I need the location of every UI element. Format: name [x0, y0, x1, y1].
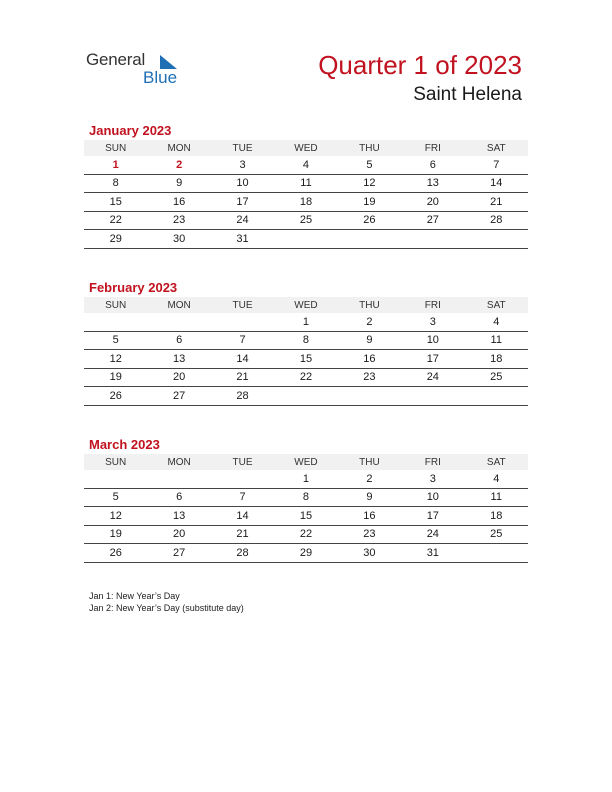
day-cell: 6 [147, 488, 210, 507]
day-cell: 8 [274, 488, 337, 507]
day-cell: 16 [147, 193, 210, 212]
day-cell: 22 [274, 525, 337, 544]
day-cell: 22 [274, 368, 337, 387]
month-title: January 2023 [89, 123, 172, 138]
weekday-header-row [84, 454, 528, 470]
day-cell: 27 [401, 211, 464, 230]
week-row [84, 156, 528, 174]
day-cell: 26 [84, 387, 147, 406]
day-cell: 20 [401, 193, 464, 212]
day-cell: 28 [465, 211, 528, 230]
weekday-header: WED [274, 297, 337, 313]
week-row [84, 368, 528, 387]
day-cell: 2 [338, 470, 401, 488]
day-cell: 26 [84, 544, 147, 563]
day-cell: 5 [84, 488, 147, 507]
weekday-header: WED [274, 140, 337, 156]
week-row [84, 525, 528, 544]
day-cell: 21 [211, 525, 274, 544]
week-row [84, 350, 528, 369]
weekday-header: MON [147, 140, 210, 156]
calendar-grid [84, 454, 528, 563]
weekday-header: SUN [84, 297, 147, 313]
empty-day-cell [465, 230, 528, 249]
empty-day-cell [211, 313, 274, 331]
holiday-note: Jan 1: New Year’s Day [89, 591, 180, 601]
logo-general-text: General [86, 50, 146, 69]
day-cell: 18 [465, 507, 528, 526]
day-cell: 23 [338, 368, 401, 387]
weekday-header: FRI [401, 297, 464, 313]
weekday-header: THU [338, 297, 401, 313]
weekday-header-row [84, 140, 528, 156]
weekday-header: SAT [465, 297, 528, 313]
day-cell: 4 [274, 156, 337, 174]
day-cell: 15 [84, 193, 147, 212]
empty-day-cell [147, 470, 210, 488]
weekday-header: THU [338, 454, 401, 470]
day-cell: 19 [84, 368, 147, 387]
empty-day-cell [338, 387, 401, 406]
day-cell: 15 [274, 507, 337, 526]
empty-day-cell [465, 387, 528, 406]
week-row [84, 507, 528, 526]
day-cell: 16 [338, 507, 401, 526]
week-row [84, 313, 528, 331]
day-cell: 5 [338, 156, 401, 174]
month-march [84, 435, 528, 563]
day-cell: 16 [338, 350, 401, 369]
weekday-header: FRI [401, 454, 464, 470]
empty-day-cell [211, 470, 274, 488]
page-title: Quarter 1 of 2023 [318, 50, 522, 80]
day-cell: 2 [147, 156, 210, 174]
day-cell: 19 [84, 525, 147, 544]
general-blue-logo [86, 50, 196, 90]
month-february [84, 278, 528, 406]
day-cell: 10 [401, 488, 464, 507]
weekday-header: SUN [84, 454, 147, 470]
day-cell: 28 [211, 544, 274, 563]
day-cell: 29 [274, 544, 337, 563]
day-cell: 13 [147, 507, 210, 526]
week-row [84, 211, 528, 230]
day-cell: 13 [401, 174, 464, 193]
day-cell: 14 [465, 174, 528, 193]
day-cell: 8 [274, 331, 337, 350]
day-cell: 7 [211, 488, 274, 507]
week-row [84, 193, 528, 212]
day-cell: 8 [84, 174, 147, 193]
day-cell: 23 [338, 525, 401, 544]
day-cell: 3 [401, 313, 464, 331]
day-cell: 12 [84, 350, 147, 369]
weekday-header: FRI [401, 140, 464, 156]
day-cell: 20 [147, 525, 210, 544]
weekday-header: MON [147, 297, 210, 313]
week-row [84, 387, 528, 406]
week-row [84, 230, 528, 249]
logo-blue-text: Blue [143, 68, 178, 87]
weekday-header-row [84, 297, 528, 313]
weekday-header: TUE [211, 297, 274, 313]
weekday-header: TUE [211, 454, 274, 470]
day-cell: 6 [147, 331, 210, 350]
day-cell: 17 [401, 507, 464, 526]
day-cell: 20 [147, 368, 210, 387]
day-cell: 17 [211, 193, 274, 212]
day-cell: 31 [401, 544, 464, 563]
week-row [84, 544, 528, 563]
day-cell: 22 [84, 211, 147, 230]
empty-day-cell [401, 230, 464, 249]
day-cell: 17 [401, 350, 464, 369]
day-cell: 24 [401, 525, 464, 544]
empty-day-cell [147, 313, 210, 331]
day-cell: 10 [401, 331, 464, 350]
month-title: February 2023 [89, 280, 178, 295]
day-cell: 13 [147, 350, 210, 369]
weekday-header: WED [274, 454, 337, 470]
day-cell: 9 [147, 174, 210, 193]
week-row [84, 331, 528, 350]
week-row [84, 488, 528, 507]
month-january [84, 121, 528, 249]
day-cell: 24 [401, 368, 464, 387]
day-cell: 23 [147, 211, 210, 230]
day-cell: 14 [211, 350, 274, 369]
day-cell: 27 [147, 544, 210, 563]
weekday-header: MON [147, 454, 210, 470]
empty-day-cell [274, 230, 337, 249]
day-cell: 11 [274, 174, 337, 193]
day-cell: 29 [84, 230, 147, 249]
day-cell: 18 [465, 350, 528, 369]
day-cell: 24 [211, 211, 274, 230]
day-cell: 11 [465, 331, 528, 350]
day-cell: 9 [338, 488, 401, 507]
week-row [84, 470, 528, 488]
day-cell: 1 [274, 313, 337, 331]
day-cell: 27 [147, 387, 210, 406]
calendar-grid [84, 297, 528, 406]
day-cell: 21 [211, 368, 274, 387]
empty-day-cell [84, 470, 147, 488]
day-cell: 4 [465, 313, 528, 331]
weekday-header: SUN [84, 140, 147, 156]
day-cell: 12 [338, 174, 401, 193]
day-cell: 30 [147, 230, 210, 249]
day-cell: 26 [338, 211, 401, 230]
day-cell: 11 [465, 488, 528, 507]
holiday-notes [89, 590, 244, 614]
empty-day-cell [465, 544, 528, 563]
month-title: March 2023 [89, 437, 160, 452]
day-cell: 25 [274, 211, 337, 230]
day-cell: 10 [211, 174, 274, 193]
empty-day-cell [274, 387, 337, 406]
day-cell: 1 [84, 156, 147, 174]
day-cell: 30 [338, 544, 401, 563]
holiday-note: Jan 2: New Year’s Day (substitute day) [89, 603, 244, 613]
day-cell: 3 [401, 470, 464, 488]
day-cell: 21 [465, 193, 528, 212]
day-cell: 7 [211, 331, 274, 350]
day-cell: 9 [338, 331, 401, 350]
empty-day-cell [338, 230, 401, 249]
empty-day-cell [401, 387, 464, 406]
day-cell: 7 [465, 156, 528, 174]
day-cell: 25 [465, 368, 528, 387]
day-cell: 12 [84, 507, 147, 526]
day-cell: 4 [465, 470, 528, 488]
country-name: Saint Helena [413, 84, 522, 105]
day-cell: 6 [401, 156, 464, 174]
empty-day-cell [84, 313, 147, 331]
calendar-grid [84, 140, 528, 249]
weekday-header: SAT [465, 454, 528, 470]
day-cell: 2 [338, 313, 401, 331]
day-cell: 25 [465, 525, 528, 544]
day-cell: 14 [211, 507, 274, 526]
day-cell: 28 [211, 387, 274, 406]
day-cell: 5 [84, 331, 147, 350]
weekday-header: SAT [465, 140, 528, 156]
weekday-header: THU [338, 140, 401, 156]
day-cell: 3 [211, 156, 274, 174]
week-row [84, 174, 528, 193]
day-cell: 1 [274, 470, 337, 488]
day-cell: 31 [211, 230, 274, 249]
day-cell: 19 [338, 193, 401, 212]
day-cell: 18 [274, 193, 337, 212]
day-cell: 15 [274, 350, 337, 369]
weekday-header: TUE [211, 140, 274, 156]
